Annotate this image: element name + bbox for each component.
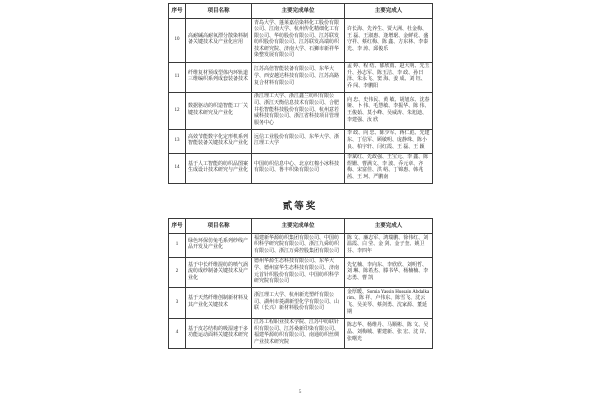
row-number-cell: 13 xyxy=(169,129,186,153)
people-cell: 许长海、先养生、贾大洲、杜金梅、王 磊、王淑惠、逢增琚、金鲜花、盛守祥、蔡红梅、陈 鑫、方东林、李泰光、李 涛、邱俊乐 xyxy=(345,19,433,63)
units-cell: 远信工业股份有限公司、东华大学、浙江理工大学 xyxy=(252,129,345,153)
table-row xyxy=(169,62,433,92)
column-header-units: 主要完成单位 xyxy=(252,4,345,19)
people-cell: 孟 婷、程 结、郁欣雨、赵大明、先玉升、孙志军、陈玉洁、李 政、孙曰泽、朱永飞、窦 海、姜 成、刘 钰、乔 闯、李鹏阳 xyxy=(345,62,433,92)
people-cell: 陈志华、杨维丹、马顺彬、陈 文、吴 晶、刘梅城、瞿建新、张 宏、沈 岸、张曙光 xyxy=(345,318,433,348)
table-row xyxy=(169,234,433,258)
column-header-people: 主要完成人 xyxy=(345,219,433,234)
row-number-cell: 2 xyxy=(169,257,186,287)
table-row xyxy=(169,318,433,348)
units-cell: 中国纺织信息中心、北京红棉小冰科技有限公司、鲁丰织染有限公司 xyxy=(252,153,345,183)
units-cell: 德州华源生态科技有限公司、东华大学、德州富华生态科技有限公司、济南元首针织股份有限公司、中国纺织科学研究院有限公司 xyxy=(252,257,345,287)
table-row xyxy=(169,92,433,129)
row-number-cell: 14 xyxy=(169,153,186,183)
row-number-cell: 3 xyxy=(169,288,186,318)
people-cell: 陈 文、廉志军、鸿瑞鹏、徐伟红、刘温霞、白 莹、金 剑、金子奎、姚卫芬、李四年 xyxy=(345,234,433,258)
units-cell: 江苏工程职业技术学院、江苏中纺联针织有限公司、江苏桑新印染有限公司、福建华源纺织有限公司、南通纺织丝绸产业技术研究院 xyxy=(252,318,345,348)
project-name-cell: 纤维复材预成型体内环轨道三维编织系列成套装备技术 xyxy=(186,62,252,92)
people-cell: 先忆楠、李向东、李欣欣、刘明哲、刘 琳、陈希杰、滕书华、杨楠楠、李志勇、曹 凯 xyxy=(345,257,433,287)
units-cell: 江苏高倍智能装备有限公司、东华大学、西安越达科技有限公司、江苏高路复合材料有限公司 xyxy=(252,62,345,92)
second-prize-table xyxy=(168,218,433,349)
row-number-cell: 12 xyxy=(169,92,186,129)
row-number-cell: 4 xyxy=(169,318,186,348)
project-name-cell: 基于天然纤维创制新材料及其产业化关键技术 xyxy=(186,288,252,318)
page-number: 5 xyxy=(298,389,302,395)
people-cell: 金厚暖、Somia Yassin Hussain Abdalkarim、陈 祥、卢伟东、陈雪飞、沈云飞、吴美琴、蔡剑勇、沈家源、董延期 xyxy=(345,288,433,318)
project-name-cell: 基于皮芯结构的吸湿速干多功能运动面料关键技术研究 xyxy=(186,318,252,348)
people-cell: 李斌红、先政强、王宝元、李 鑫、陈煜姗、曹满文、李 波、乔元章、齐 梅、宋富佳、洪 峪、丁锦惠、韩兆茜、王 珂、严鹏南 xyxy=(345,153,433,183)
table-row xyxy=(169,257,433,287)
project-name-cell: 基于中长纤维混纺的喷气涡流纺成纱制备关键技术及产业化 xyxy=(186,257,252,287)
column-header-units: 主要完成单位 xyxy=(252,219,345,234)
project-name-cell: 基于人工智能的纺织品图案生成设计技术研究与产业化 xyxy=(186,153,252,183)
table-row xyxy=(169,288,433,318)
units-cell: 浙江理工大学、浙江鑫兰纺织有限公司、浙江天衡信息技术有限公司、合肥井松智能科技股份有限公司、杭州意若威科技有限公司、浙江省科技项目管理服务中心 xyxy=(252,92,345,129)
project-name-cell: 高效节能数字化定形机系列智能装备关键技术及产业化 xyxy=(186,129,252,153)
column-header-people: 主要完成人 xyxy=(345,4,433,19)
people-cell: 李 政、向 忠、陈少军、蒋仁彪、先建东、丁信军、顾敏明、庞静珠、陈小良、柏宇轩、闫红霞、王 磊、王 颖 xyxy=(345,129,433,153)
column-header-no: 序号 xyxy=(169,4,186,19)
units-cell: 福建新华源纺织集团有限公司、中国纺织科学研究院有限公司、浙江九舜纺织有限公司、浙江万舜控股集团有限公司 xyxy=(252,234,345,258)
first-prize-table xyxy=(168,3,433,184)
people-cell: 向 忠、史伟民、黄 敏、胡旭东、沈春娅、卜 伟、毛慧敏、李振华、陈 伟、王俊茹、莫小峰、吴威涛、朱旭迪、李建强、汝 欣 xyxy=(345,92,433,129)
row-number-cell: 11 xyxy=(169,62,186,92)
project-name-cell: 绿色环保仿兔毛系列纱线产品开发及产业化 xyxy=(186,234,252,258)
table-row xyxy=(169,153,433,183)
column-header-project: 项目名称 xyxy=(186,219,252,234)
first-prize-table-header xyxy=(169,4,433,19)
units-cell: 浙江理工大学、杭州新光塑纤有限公司、湖州市菱湖新望化学有限公司、山联（长兴）新材料股份有限公司 xyxy=(252,288,345,318)
column-header-no: 序号 xyxy=(169,219,186,234)
row-number-cell: 10 xyxy=(169,19,186,63)
section-heading-second-prize: 贰等奖 xyxy=(282,202,318,213)
project-name-cell: 高耐碱高耐氧漂分散染料制备关键技术及产业化应用 xyxy=(186,19,252,63)
project-name-cell: 数据驱动的织造智能工厂关键技术研究及产业化 xyxy=(186,92,252,129)
table-row xyxy=(169,129,433,153)
column-header-project: 项目名称 xyxy=(186,4,252,19)
document-content xyxy=(168,0,432,349)
row-number-cell: 1 xyxy=(169,234,186,258)
table-row xyxy=(169,19,433,63)
units-cell: 青岛大学、蓬莱嘉信染料化工股份有限公司、江南大学、杭州传化精细化工有限公司、华纺股份有限公司、江苏联发纺织股份有限公司、江苏联发高端纺织技术研究院、济南大学、石狮市新祥华染整发展有限公司 xyxy=(252,19,345,63)
second-prize-table-header xyxy=(169,219,433,234)
